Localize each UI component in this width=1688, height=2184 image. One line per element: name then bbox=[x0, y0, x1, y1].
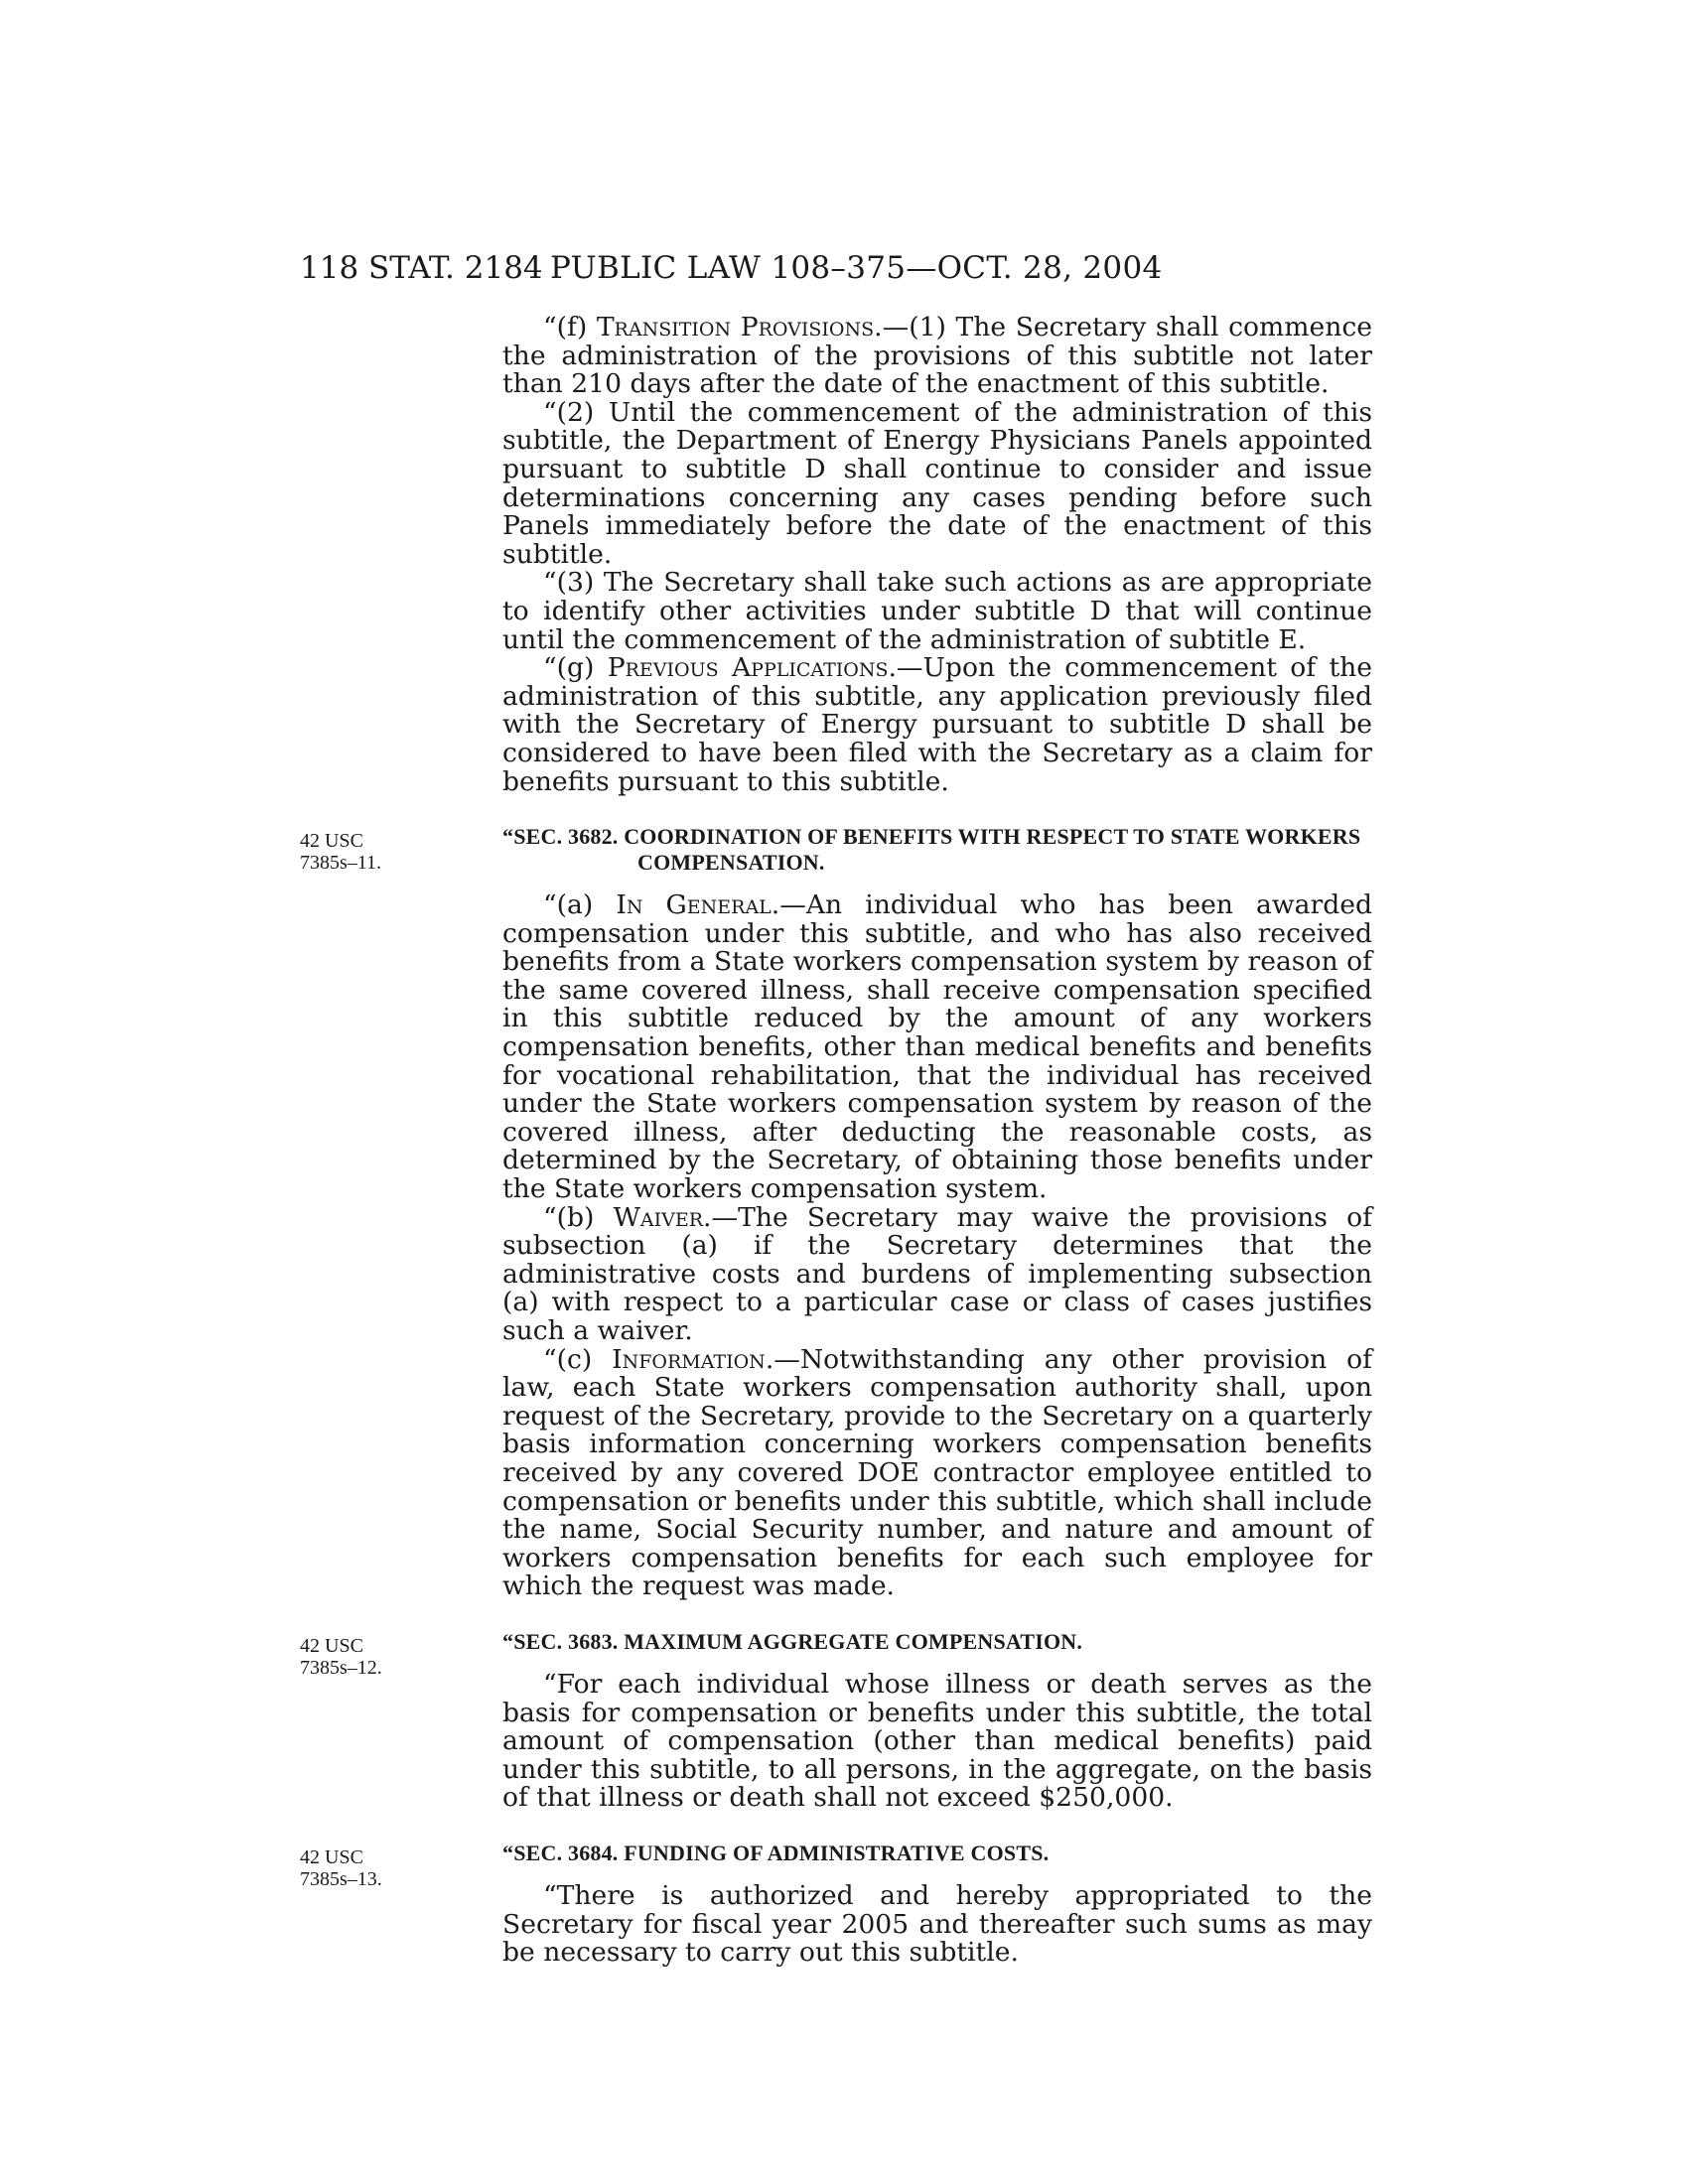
subsection-g-paragraph bbox=[502, 654, 1372, 796]
subsection-b-prefix: “(b) bbox=[543, 1201, 614, 1233]
section-3684-heading: “SEC. 3684. FUNDING OF ADMINISTRATIVE COSTS. bbox=[502, 1840, 1050, 1865]
section-3683-usc-note bbox=[300, 1635, 429, 1679]
subsection-f-paragraph-1 bbox=[502, 314, 1372, 399]
section-3684-usc-note bbox=[300, 1846, 429, 1890]
usc-note-line: 42 USC bbox=[300, 1634, 363, 1657]
subsection-f-paragraph-3: “(3) The Secretary shall take such actions as are appropriate to identify other activities under subtitle D that will continue until the commencement of the administration of subtitle E. bbox=[502, 567, 1372, 655]
subsection-g-heading: Previous Applications bbox=[607, 652, 889, 684]
subsection-a-prefix: “(a) bbox=[543, 889, 617, 921]
section-3683-heading: “SEC. 3683. MAXIMUM AGGREGATE COMPENSATION. bbox=[502, 1628, 1083, 1654]
section-3682-subsection-c bbox=[502, 1343, 1372, 1602]
subsection-b-text: .—The Secretary may waive the provisions of subsection (a) if the Secretary determines that the administrative costs and burdens of implementing subsection (a) with respect to a particular case or class of cases justifies such a waiver. bbox=[502, 1201, 1372, 1346]
section-3683 bbox=[300, 1628, 1372, 1814]
subsection-b-heading: Waiver bbox=[613, 1201, 704, 1233]
section-3684 bbox=[300, 1840, 1372, 1969]
subsection-f-paragraph-2: “(2) Until the commencement of the administration of this subtitle, the Department of Energy Physicians Panels appointed pursuant to subtitle D shall continue to consider and issue determinations concerning any cases pending before such Panels immediately before the date of the enactment of this subtitle. bbox=[502, 396, 1372, 570]
usc-note-line: 7385s–12. bbox=[300, 1656, 382, 1679]
section-3684-text: “There is authorized and hereby appropriated to the Secretary for fiscal year 2005 and thereafter such sums as may be necessary to carry out this subtitle. bbox=[502, 1879, 1372, 1969]
subsection-f-prefix: “(f) bbox=[543, 312, 597, 342]
section-3682-subsection-a bbox=[502, 891, 1372, 1204]
subsection-g-prefix: “(g) bbox=[543, 652, 608, 684]
section-3682-heading: “SEC. 3682. COORDINATION OF BENEFITS WITH RESPECT TO STATE WORKERS COMPENSATION. bbox=[502, 824, 1361, 876]
subsection-c-heading: Information bbox=[612, 1343, 766, 1375]
stat-reference: 118 STAT. 2184 bbox=[300, 250, 543, 286]
section-3683-text: “For each individual whose illness or death serves as the basis for compensation or benefits under this subtitle, the total amount of compensation (other than medical benefits) paid under this subtitle, to all persons, in the aggregate, on the basis of that illness or death shall not exceed $250,000. bbox=[502, 1668, 1372, 1814]
subsection-c-text: .—Notwithstanding any other provision of law, each State workers compensation authority shall, upon request of the Secretary, provide to the Secretary on a quarterly basis information concerning workers compensation benefits received by any covered DOE contractor employee entitled to compensation or benefits under this subtitle, which shall include the name, Social Security number, and nature and amount of workers compensation benefits for each such employee for which the request was made. bbox=[502, 1343, 1372, 1602]
subsection-g-text: .—Upon the commencement of the administration of this subtitle, any application previously filed with the Secretary of Energy pursuant to subtitle D shall be considered to have been filed with the Secretary as a claim for benefits pursuant to this subtitle. bbox=[502, 652, 1372, 797]
body-text-column bbox=[300, 312, 1373, 1969]
subsection-c-prefix: “(c) bbox=[543, 1343, 613, 1375]
public-law-title: PUBLIC LAW 108–375—OCT. 28, 2004 bbox=[550, 250, 1163, 286]
usc-note-line: 42 USC bbox=[300, 1845, 363, 1868]
usc-note-line: 42 USC bbox=[300, 830, 363, 853]
section-3682-subsection-b bbox=[502, 1201, 1372, 1346]
usc-note-line: 7385s–11. bbox=[300, 852, 382, 875]
subsection-f-heading: Transition Provisions bbox=[596, 312, 875, 342]
subsection-a-text: .—An individual who has been awarded compensation under this subtitle, and who has also received benefits from a State workers compensation system by reason of the same covered illness, shall receive compensation specified in this subtitle reduced by the amount of any workers compensation benefits, other than medical benefits and benefits for vocational rehabilitation, that the individual has received under the State workers compensation system by reason of the covered illness, after deducting the reasonable costs, as determined by the Secretary, of obtaining those benefits under the State workers compensation system. bbox=[502, 889, 1373, 1205]
usc-note-line: 7385s–13. bbox=[300, 1867, 382, 1890]
section-3682 bbox=[300, 824, 1373, 1602]
section-3682-usc-note bbox=[300, 830, 429, 874]
subsection-a-heading: In General bbox=[616, 889, 772, 921]
subsection-f-text: .—(1) The Secretary shall commence the administration of the provisions of this subtitle not later than 210 days after the date of the enactment of this subtitle. bbox=[502, 312, 1372, 400]
running-head bbox=[300, 250, 1372, 290]
